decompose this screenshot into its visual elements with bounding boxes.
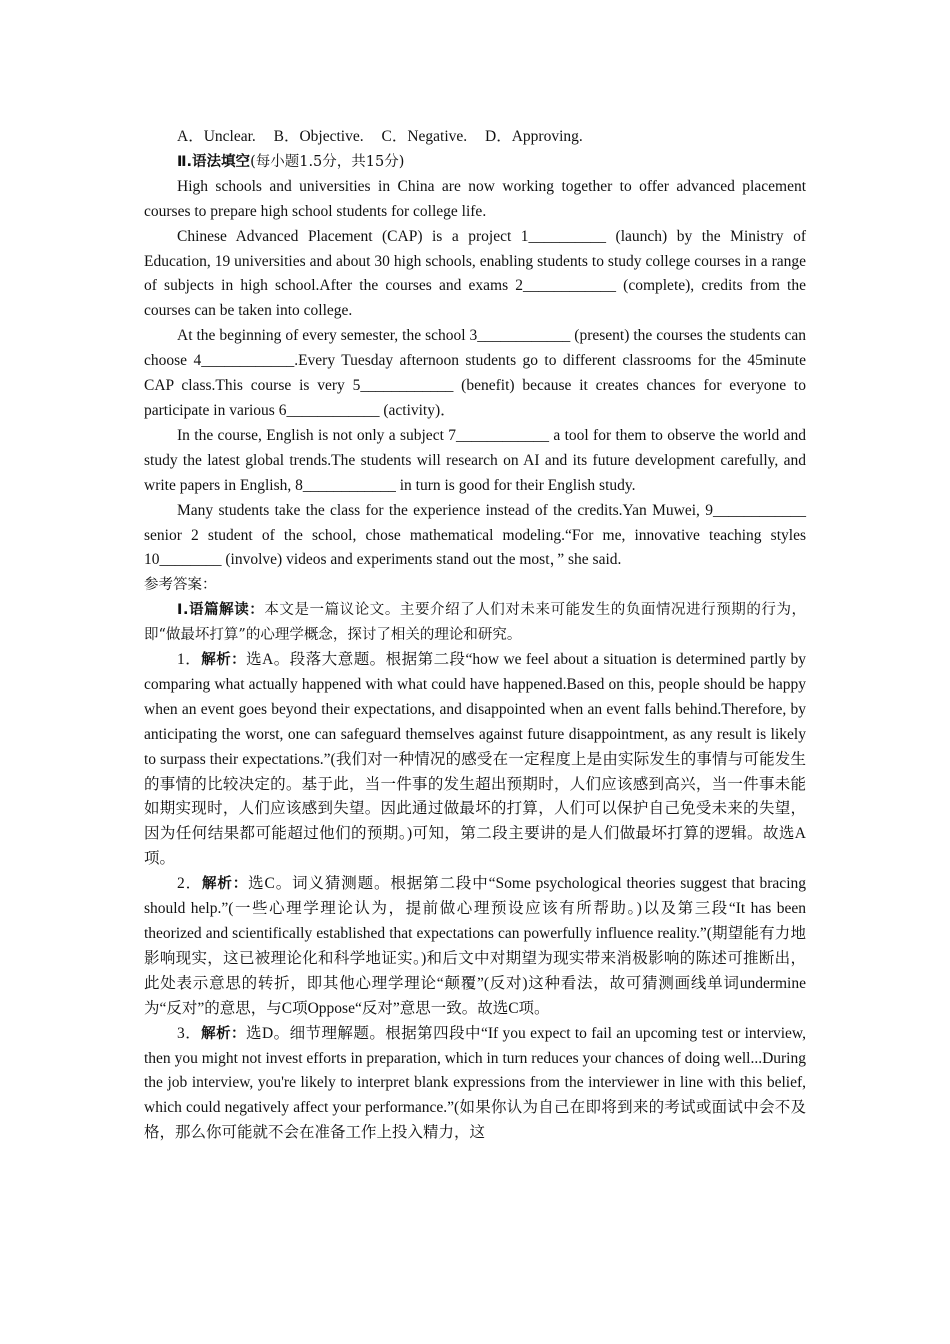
reading-text: 本文是一篇议论文。主要介绍了人们对未来可能发生的负面情况进行预期的行为，即“做最坏打算”的心理学概念，探讨了相关的理论和研究。 [144, 602, 807, 644]
passage-paragraph-2: Chinese Advanced Placement (CAP) is a project 1__________ (launch) by the Ministry of Education, 19 universities and about 30 high schools, enabling students to study college courses in a range of subjects in high school.After the courses and exams 2____________ (complete), credits from the courses can be taken into college. [144, 227, 806, 320]
explanation-number: 1． [177, 651, 202, 669]
option-b: B．Objective. [273, 128, 364, 145]
reading-interpretation [144, 598, 806, 648]
answer-options [144, 125, 806, 150]
section-2-title: Ⅱ.语法填空 [177, 153, 251, 170]
explanation-number: 2． [177, 875, 203, 893]
reading-label: Ⅰ.语篇解读： [177, 602, 265, 619]
explanation-2 [144, 872, 806, 1021]
passage-paragraph-4: In the course, English is not only a subject 7____________ a tool for them to observe the world and study the latest global trends.The students will research on AI and its future development carefully, and write papers in English, 8____________ in turn is good for their English study. [144, 426, 806, 494]
explanation-text: 选C。词义猜测题。根据第二段中“Some psychological theories suggest that bracing should help.”(一些心理学理论认为，提前做心理预设应该有所帮助。)以及第三段“It has been theorized and scientifically established that expectations can powerfully influence reality.”(期望能有力地影响现实，这已被理论化和科学地证实。)和后文中对期望为现实带来消极影响的陈述可推断出，此处表示意思的转折，即其他心理学理论“颠覆”(反对)这种看法，故可猜测画线单词undermine为“反对”的意思，与C项Oppose“反对”意思一致。故选C项。 [144, 875, 806, 1017]
explanation-1 [144, 648, 806, 872]
option-c: C．Negative. [381, 128, 468, 145]
explanation-label: 解析： [201, 652, 247, 669]
explanation-text: 选D。细节理解题。根据第四段中“If you expect to fail an upcoming test or interview, then you might not invest efforts in preparation, which in turn reduces your chances of doing well...During the job interview, you're likely to interpret blank expressions from the interviewer in line with this belief, which could negatively affect your performance.”(如果你认为自己在即将到来的考试或面试中会不及格，那么你可能就不会在准备工作上投入精力，这 [144, 1024, 806, 1142]
section-2-heading [144, 150, 806, 175]
document-page [144, 125, 806, 1146]
explanation-number: 3． [177, 1024, 202, 1042]
explanation-label: 解析： [201, 1025, 247, 1042]
explanation-label: 解析： [202, 876, 249, 893]
explanation-3 [144, 1022, 806, 1147]
section-2-score: (每小题1.5分，共15分) [250, 153, 405, 170]
passage-paragraph-1: High schools and universities in China are now working together to offer advanced placement courses to prepare high school students for college life. [144, 177, 806, 220]
passage-paragraph-3: At the beginning of every semester, the school 3____________ (present) the courses the students can choose 4____________.Every Tuesday afternoon students go to different classrooms for the 45minute CAP class.This course is very 5____________ (benefit) because it creates chances for everyone to participate in various 6____________ (activity)． [144, 327, 806, 419]
explanation-text: 选A。段落大意题。根据第二段“how we feel about a situation is determined partly by comparing what actually happened with what could have happened.Based on this, people should be happy when an event goes beyond their expectations, and disappointed when an event falls behind.Therefore, by anticipating the worst, one can safeguard themselves against future disappointment, as any result is likely to surpass their expectations.”(我们对一种情况的感受在一定程度上是由实际发生的事情与可能发生的事情的比较决定的。基于此，当一件事的发生超出预期时，人们应该感到高兴，当一件事未能如期实现时，人们应该感到失望。因此通过做最坏的打算，人们可以保护自己免受未来的失望，因为任何结果都可能超过他们的预期。)可知，第二段主要讲的是人们做最坏打算的逻辑。故选A项。 [144, 651, 807, 868]
option-d: D．Approving. [485, 128, 583, 145]
passage-paragraph-5: Many students take the class for the experience instead of the credits.Yan Muwei, 9____________ senior 2 student of the school, chose mathematical modeling.“For me, innovative teaching styles 10________ (involve) videos and experiments stand out the most，” she said. [144, 501, 806, 569]
answer-heading: 参考答案： [144, 577, 217, 594]
option-a: A．Unclear. [177, 128, 256, 145]
